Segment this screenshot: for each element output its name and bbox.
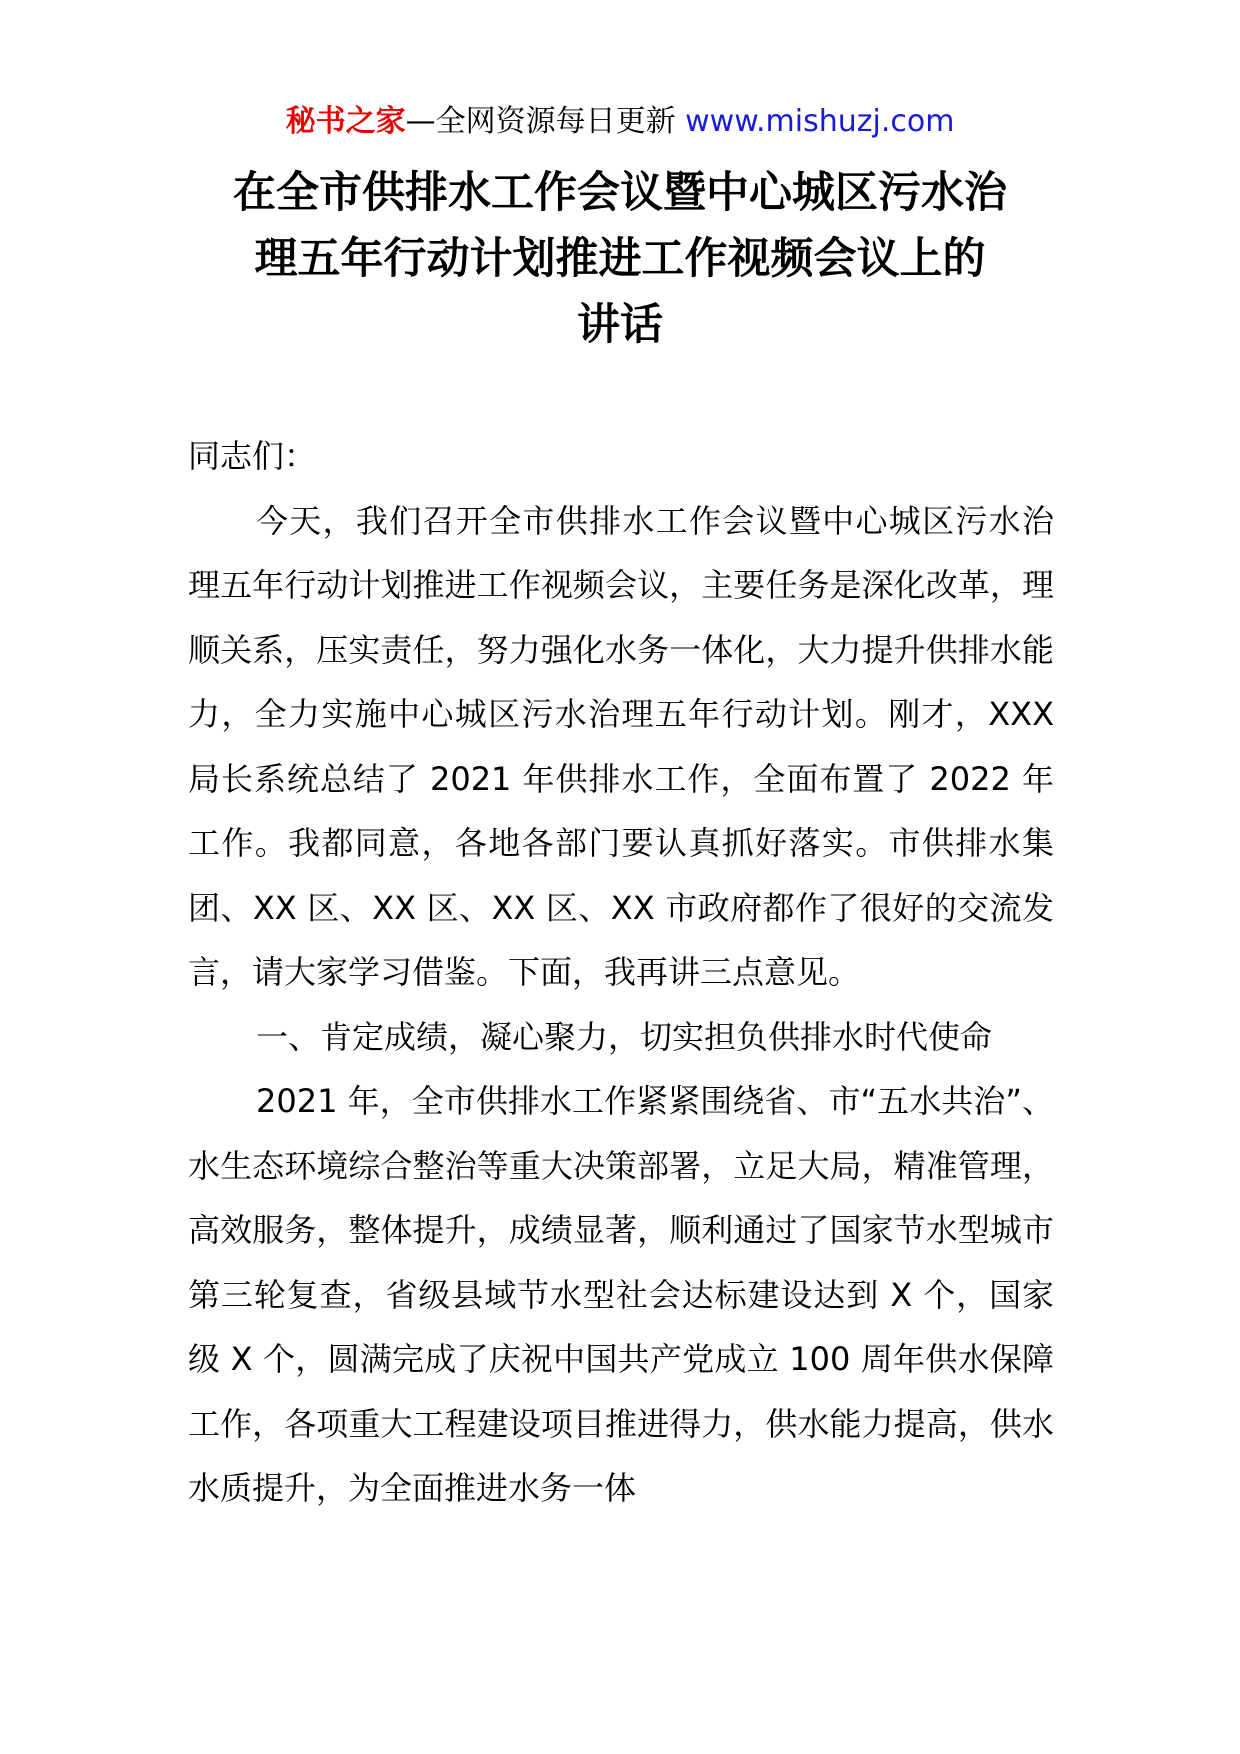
body-paragraph: 2021 年，全市供排水工作紧紧围绕省、市“五水共治”、水生态环境综合整治等重大决策部署，立足大局，精准管理，高效服务，整体提升，成绩显著，顺利通过了国家节水型城市第三轮复查，省级县域节水型社会达标建设达到 X 个，国家级 X 个，圆满完成了庆祝中国共产党成立 100 周年供水保障工作，各项重大工程建设项目推进得力，供水能力提高，供水水质提升，为全面推进水务一体 [188, 1082, 1054, 1507]
title-line: 讲话 [577, 300, 663, 350]
section-heading: 一、肯定成绩，凝心聚力，切实担负供排水时代使命 [256, 1017, 993, 1056]
title-line: 理五年行动计划推进工作视频会议上的 [254, 234, 986, 284]
site-url-link[interactable]: www.mishuzj.com [685, 104, 955, 139]
document-title [150, 160, 1090, 358]
site-header [0, 100, 1240, 144]
body-paragraph: 今天，我们召开全市供排水工作会议暨中心城区污水治理五年行动计划推进工作视频会议，主要任务是深化改革，理顺关系，压实责任，努力强化水务一体化，大力提升供排水能力，全力实施中心城区污水治理五年行动计划。刚才，XXX 局长系统总结了 2021 年供排水工作，全面布置了 2022 年工作。我都同意，各地各部门要认真抓好落实。市供排水集团、XX 区、XX 区、XX 区、XX 市政府都作了很好的交流发言，请大家学习借鉴。下面，我再讲三点意见。 [188, 501, 1054, 991]
site-brand: 秘书之家 [285, 104, 406, 139]
salutation: 同志们： [188, 437, 317, 475]
site-tagline: —全网资源每日更新 [405, 104, 686, 139]
document-body [188, 424, 1054, 1521]
title-line: 在全市供排水工作会议暨中心城区污水治 [233, 168, 1007, 218]
